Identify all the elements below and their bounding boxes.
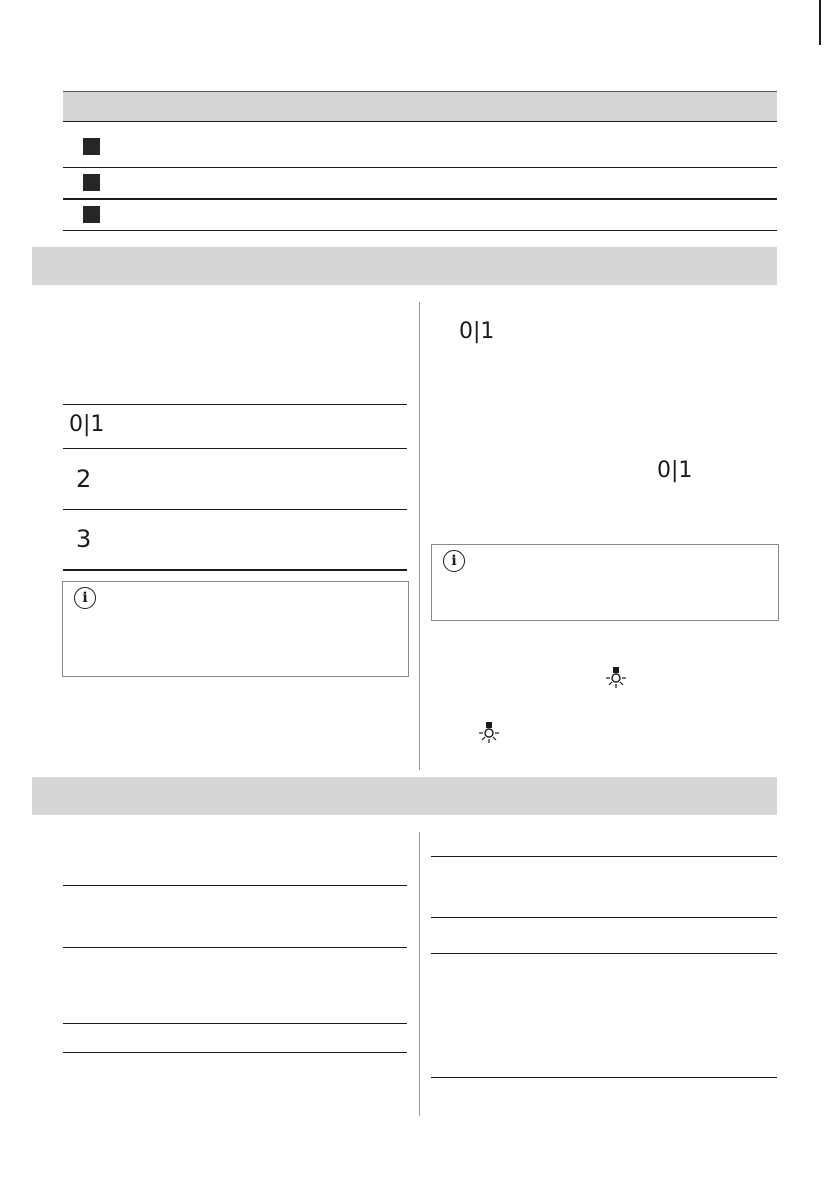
table-bottom-border <box>63 230 777 231</box>
on-off-symbol: 0|1 <box>69 412 105 437</box>
on-off-symbol: 0|1 <box>459 319 495 344</box>
table-row-rule <box>63 1023 407 1024</box>
column-divider <box>419 302 420 770</box>
speed-2-symbol: 2 <box>76 465 92 493</box>
control-table-bottom-rule <box>63 569 407 571</box>
table-row-rule <box>431 856 777 857</box>
control-table-row-rule <box>63 448 407 449</box>
info-icon: i <box>74 587 96 609</box>
on-off-symbol: 0|1 <box>657 458 693 483</box>
table-row-rule <box>63 885 407 886</box>
info-note-box <box>431 544 779 621</box>
table-row-rule <box>431 953 777 954</box>
square-marker-icon <box>83 138 100 155</box>
square-marker-icon <box>83 174 100 191</box>
control-table-row-rule <box>63 509 407 510</box>
page-edge-mark <box>819 0 821 45</box>
info-icon: i <box>443 550 465 572</box>
square-marker-icon <box>83 206 100 223</box>
table-row-divider <box>63 167 777 168</box>
table-row-rule <box>63 1052 407 1053</box>
lamp-icon <box>477 721 501 745</box>
info-note-box <box>62 581 409 677</box>
table-header-divider <box>63 121 777 122</box>
table-row-rule <box>431 1077 777 1078</box>
section-heading-band <box>32 777 777 815</box>
speed-3-symbol: 3 <box>76 525 92 553</box>
section-heading-band <box>32 247 777 285</box>
table-row-rule <box>431 917 777 918</box>
table-row-divider <box>63 198 777 200</box>
column-divider <box>419 832 420 1116</box>
table-header-row <box>63 91 777 122</box>
lamp-icon <box>604 666 628 690</box>
table-row-rule <box>63 947 407 948</box>
control-table-top-rule <box>63 404 407 405</box>
